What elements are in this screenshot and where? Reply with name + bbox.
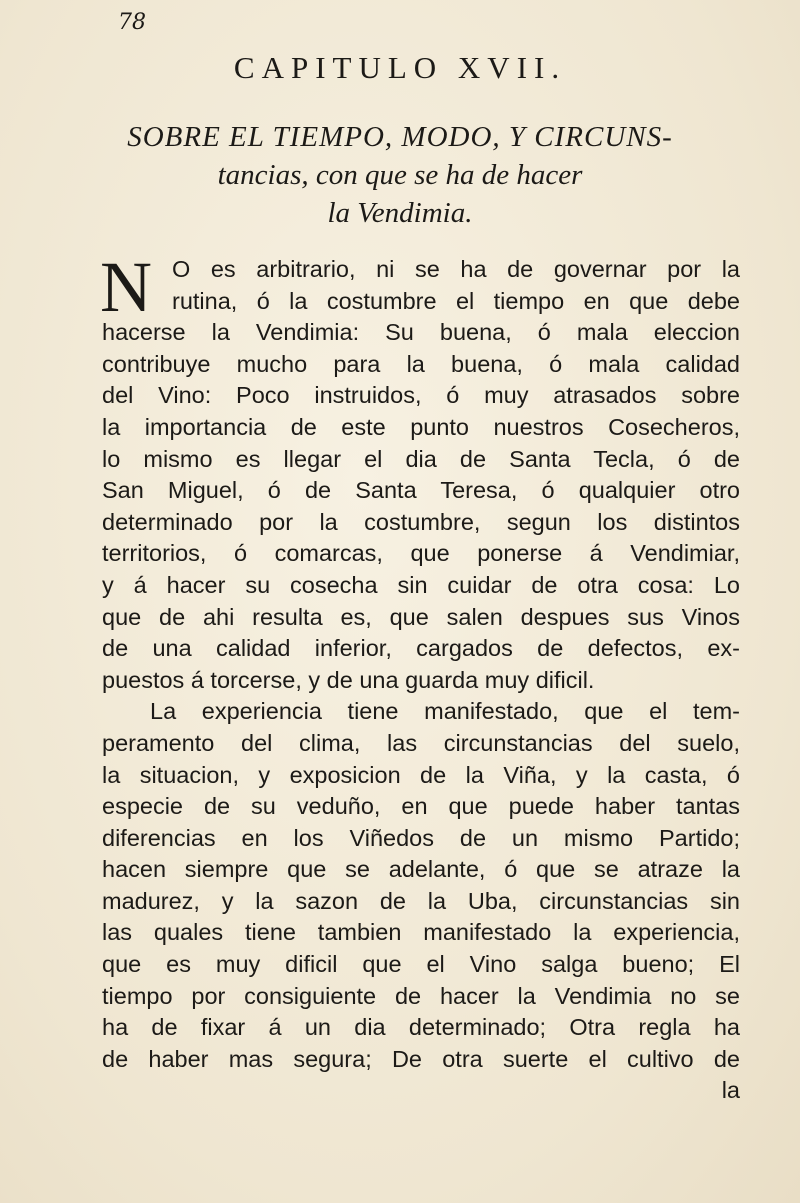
text-line: puestos á torcerse, y de una guarda muy dificil. — [102, 666, 595, 693]
text-line: especie de su veduño, en que puede haber tantas — [102, 793, 740, 820]
chapter-title-line: tancias, con que se ha de hacer — [217, 159, 583, 191]
chapter-heading: CAPITULO XVII. — [233, 50, 567, 85]
text-line: diferencias en los Viñedos de un mismo Partido; — [102, 824, 740, 851]
text-line: y á hacer su cosecha sin cuidar de otra cosa: Lo — [102, 571, 740, 598]
text-line: que de ahi resulta es, que salen despues sus Vinos — [102, 603, 740, 630]
catchword: la — [721, 1077, 740, 1104]
text-line: territorios, ó comarcas, que ponerse á Vendimiar, — [102, 540, 740, 567]
text-line: determinado por la costumbre, segun los distintos — [102, 508, 740, 535]
text-line: lo mismo es llegar el dia de Santa Tecla, ó de — [102, 445, 740, 472]
text-line: del Vino: Poco instruidos, ó muy atrasados sobre — [102, 382, 740, 409]
text-line: hacen siempre que se adelante, ó que se atraze la — [102, 856, 740, 883]
chapter-title-line: SOBRE EL TIEMPO, MODO, Y CIRCUNS- — [127, 121, 673, 153]
text-line: hacerse la Vendimia: Su buena, ó mala eleccion — [102, 319, 740, 346]
chapter-title-line: la Vendimia. — [327, 197, 473, 229]
text-line: ha de fixar á un dia determinado; Otra regla ha — [102, 1014, 740, 1041]
text-line: las quales tiene tambien manifestado la experiencia, — [102, 919, 740, 946]
text-line: San Miguel, ó de Santa Teresa, ó qualquier otro — [102, 477, 740, 504]
body-text — [100, 247, 740, 1107]
text-line: que es muy dificil que el Vino salga bueno; El — [102, 951, 740, 978]
text-line: peramento del clima, las circunstancias del suelo, — [102, 729, 740, 756]
text-line: la importancia de este punto nuestros Cosecheros, — [102, 413, 740, 440]
text-line: rutina, ó la costumbre el tiempo en que debe — [172, 287, 740, 314]
text-line: tiempo por consiguiente de hacer la Vendimia no se — [102, 982, 740, 1009]
text-line: O es arbitrario, ni se ha de governar por la — [172, 256, 740, 282]
drop-cap: N — [100, 247, 150, 327]
text-line: madurez, y la sazon de la Uba, circunstancias sin — [102, 887, 740, 914]
text-line: La experiencia tiene manifestado, que el tem- — [150, 698, 740, 725]
chapter-title — [100, 118, 700, 232]
text-line: de una calidad inferior, cargados de defectos, ex- — [102, 635, 740, 662]
page-number: 78 — [118, 10, 146, 35]
text-line: contribuye mucho para la buena, ó mala calidad — [102, 350, 740, 377]
text-line: la situacion, y exposicion de la Viña, y la casta, ó — [102, 761, 740, 788]
text-line: de haber mas segura; De otra suerte el cultivo de — [102, 1045, 740, 1072]
